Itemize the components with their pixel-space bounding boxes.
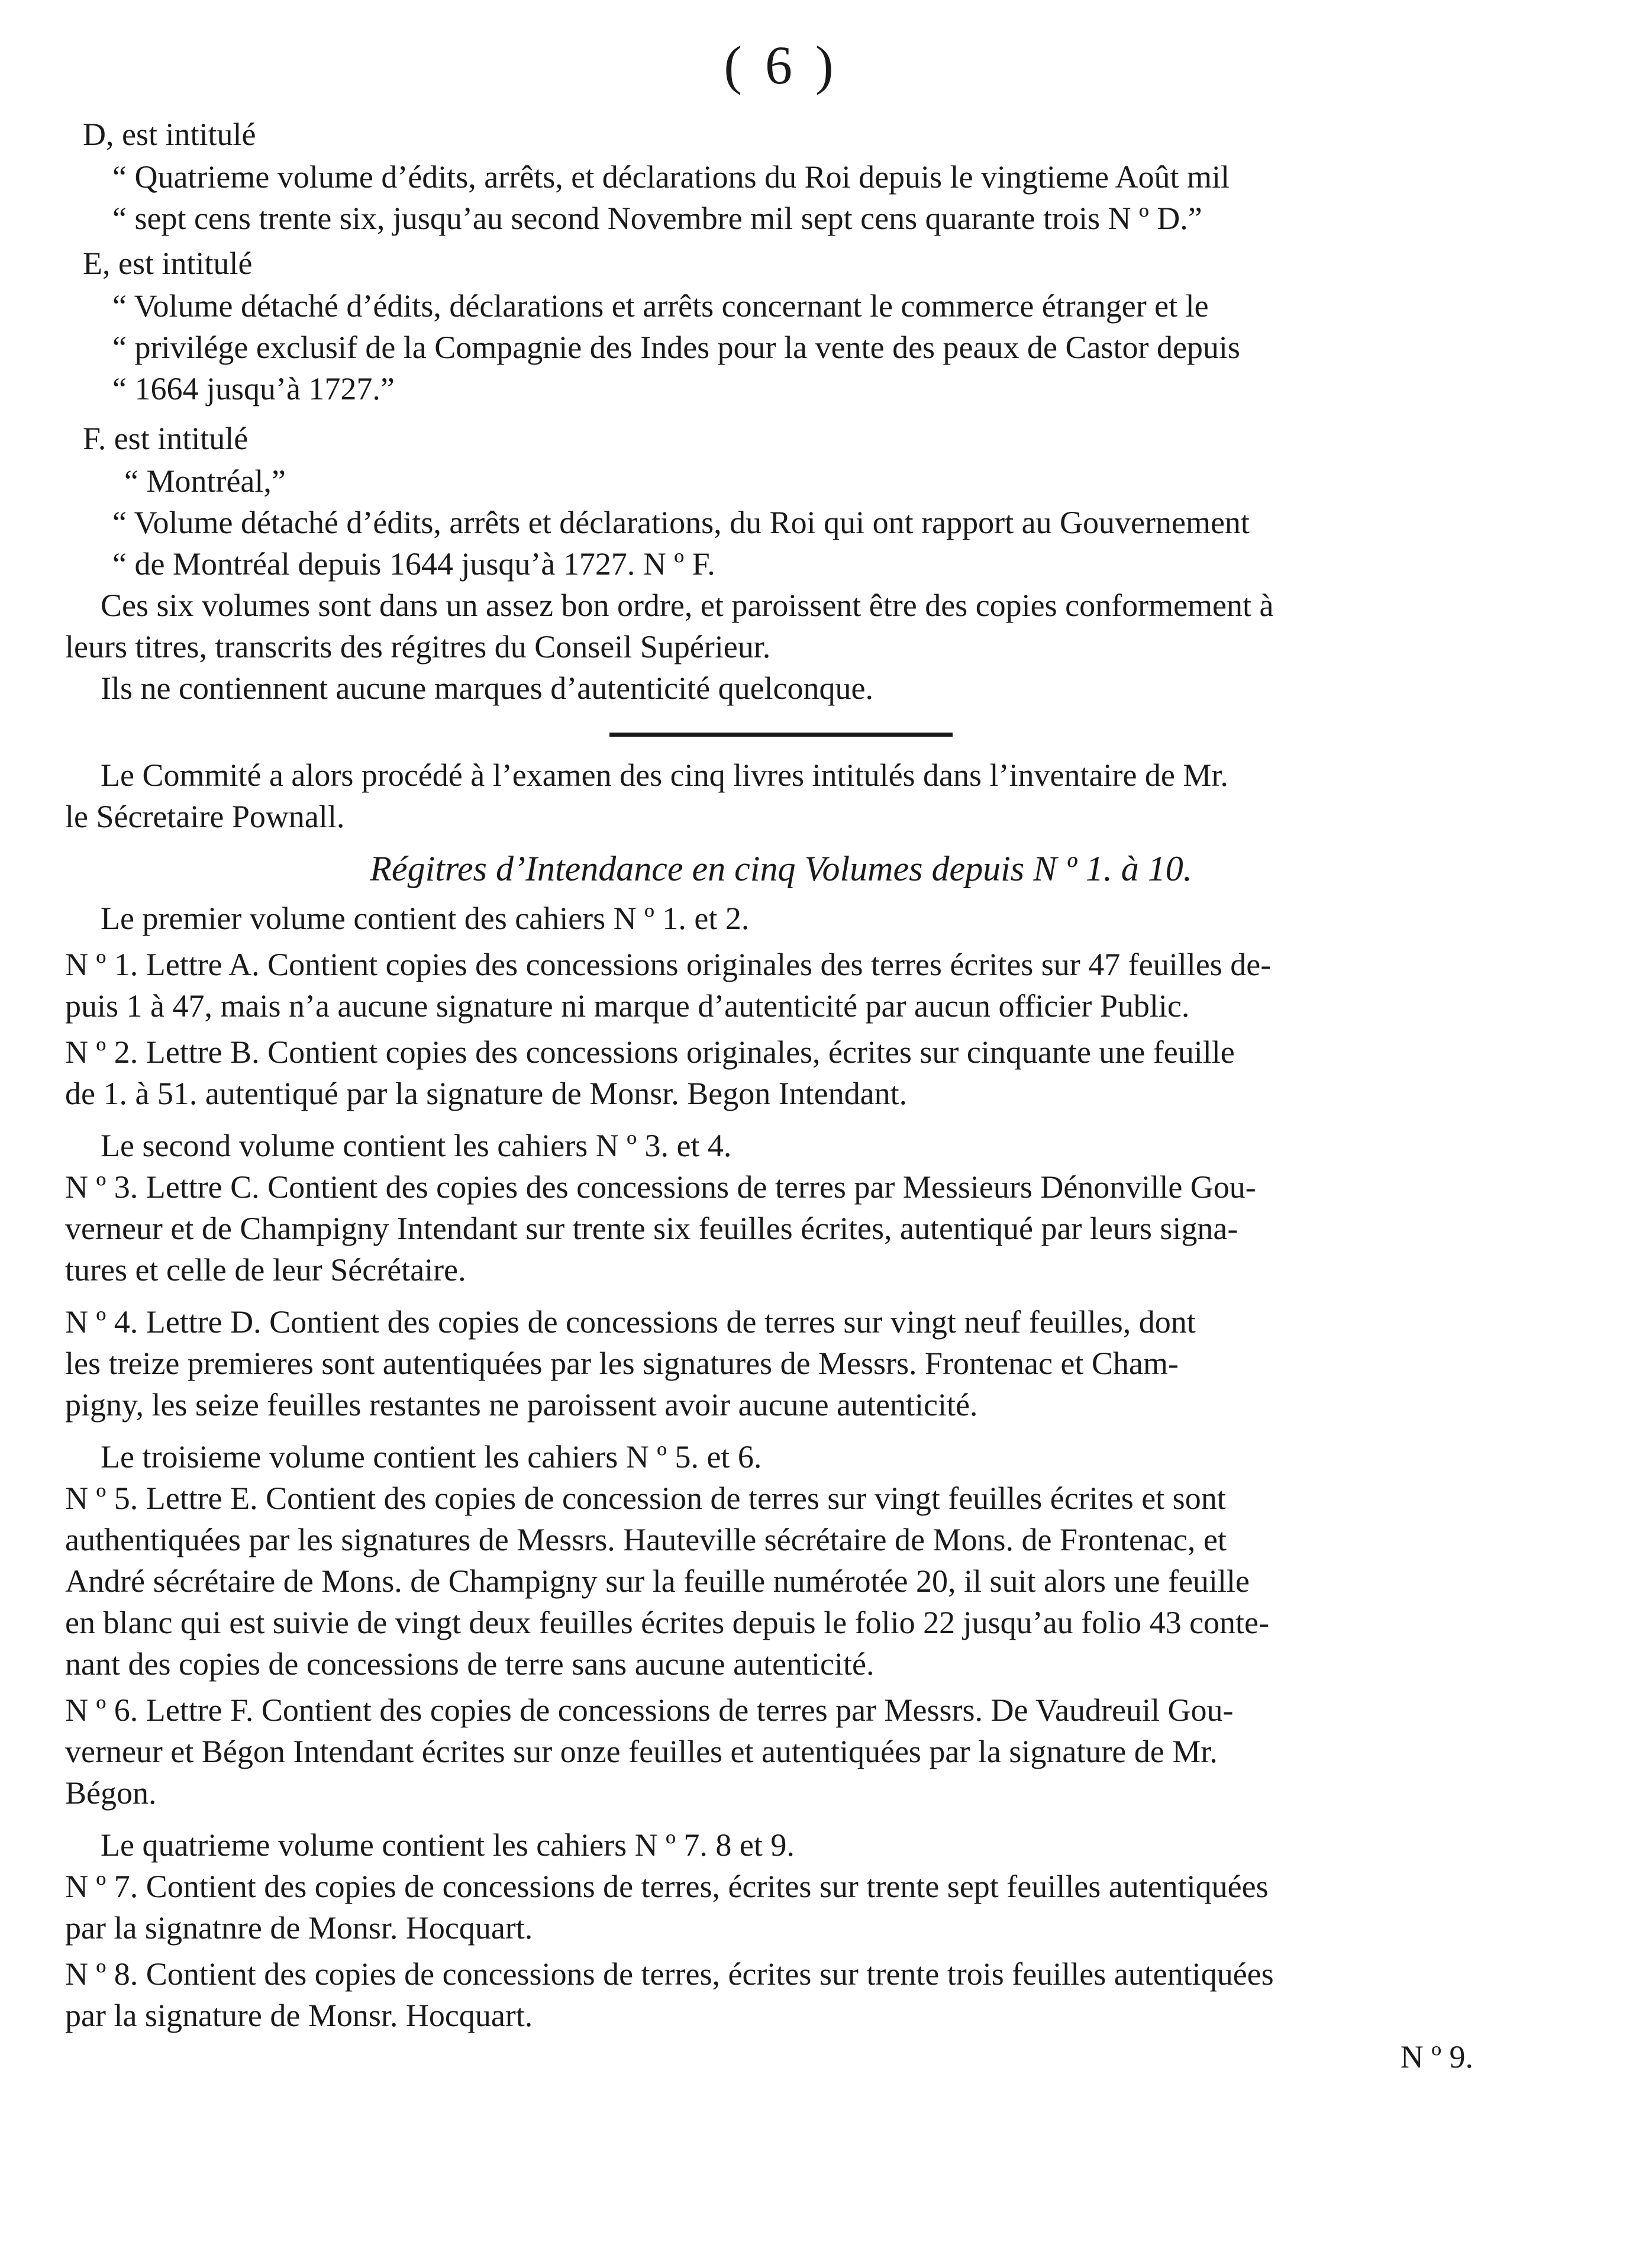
section-f-quote-line: “ de Montréal depuis 1644 jusqu’à 1727. N º F. — [112, 546, 715, 582]
committee-line: le Sécretaire Pownall. — [65, 799, 345, 834]
entry-line: N º 8. Contient des copies de concessions de terres, écrites sur trente trois feuilles autentiquées — [65, 1956, 1274, 1992]
committee-line: Le Commité a alors procédé à l’examen des cinq livres intitulés dans l’inventaire de Mr. — [101, 757, 1228, 793]
summary-line: Ces six volumes sont dans un assez bon ordre, et paroissent être des copies conformement à — [101, 588, 1274, 623]
entry-line: par la signatnre de Monsr. Hocquart. — [65, 1910, 533, 1946]
section-f-quote-line: “ Montréal,” — [124, 463, 286, 499]
entry-line: N º 4. Lettre D. Contient des copies de concessions de terres sur vingt neuf feuilles, dont — [65, 1304, 1196, 1340]
section-d-quote-line: “ Quatrieme volume d’édits, arrêts, et déclarations du Roi depuis le vingtieme Août mil — [112, 159, 1230, 195]
section-e-quote-line: “ 1664 jusqu’à 1727.” — [112, 371, 395, 407]
volume-intro: Le second volume contient les cahiers N º 3. et 4. — [101, 1128, 732, 1163]
entry-line: André sécrétaire de Mons. de Champigny sur la feuille numérotée 20, il suit alors une feuille — [65, 1563, 1250, 1599]
entry-line: N º 1. Lettre A. Contient copies des concessions originales des terres écrites sur 47 feuilles de- — [65, 947, 1272, 982]
entry-line: puis 1 à 47, mais n’a aucune signature ni marque d’autenticité par aucun officier Public. — [65, 988, 1190, 1024]
section-divider — [609, 733, 953, 737]
section-heading: Régitres d’Intendance en cinq Volumes depuis N º 1. à 10. — [370, 849, 1192, 888]
section-e-quote-line: “ privilége exclusif de la Compagnie des Indes pour la vente des peaux de Castor depuis — [112, 330, 1240, 365]
volume-intro: Le troisieme volume contient les cahiers N º 5. et 6. — [101, 1439, 762, 1475]
entry-line: tures et celle de leur Sécrétaire. — [65, 1252, 466, 1288]
entry-line: en blanc qui est suivie de vingt deux feuilles écrites depuis le folio 22 jusqu’au folio 43 conte- — [65, 1605, 1269, 1640]
summary-line: Ils ne contiennent aucune marques d’autenticité quelconque. — [101, 670, 873, 706]
entry-line: N º 7. Contient des copies de concessions de terres, écrites sur trente sept feuilles autentiquées — [65, 1869, 1269, 1904]
section-f-label: F. est intitulé — [83, 421, 249, 456]
entry-line: par la signature de Monsr. Hocquart. — [65, 1998, 533, 2033]
volume-intro: Le premier volume contient des cahiers N º 1. et 2. — [101, 901, 750, 936]
entry-line: authentiquées par les signatures de Messrs. Hauteville sécrétaire de Mons. de Frontenac, et — [65, 1522, 1227, 1557]
section-e-label: E, est intitulé — [83, 246, 253, 281]
entry-line: verneur et Bégon Intendant écrites sur onze feuilles et autentiquées par la signature de Mr. — [65, 1734, 1218, 1769]
section-d-label: D, est intitulé — [83, 117, 256, 152]
entry-line: N º 6. Lettre F. Contient des copies de concessions de terres par Messrs. De Vaudreuil Gou- — [65, 1692, 1234, 1728]
entry-line: Bégon. — [65, 1775, 157, 1811]
section-f-quote-line: “ Volume détaché d’édits, arrêts et déclarations, du Roi qui ont rapport au Gouvernement — [112, 505, 1250, 540]
entry-line: N º 3. Lettre C. Contient des copies des concessions de terres par Messieurs Dénonville Gou- — [65, 1169, 1256, 1205]
section-e-quote-line: “ Volume détaché d’édits, déclarations et arrêts concernant le commerce étranger et le — [112, 288, 1209, 324]
catchword: N º 9. — [1400, 2039, 1473, 2075]
document-page — [65, 24, 1497, 2213]
page-number: ( 6 ) — [724, 35, 838, 95]
entry-line: pigny, les seize feuilles restantes ne paroissent avoir aucune autenticité. — [65, 1387, 978, 1423]
entry-line: les treize premieres sont autentiquées par les signatures de Messrs. Frontenac et Cham- — [65, 1346, 1179, 1381]
entry-line: nant des copies de concessions de terre sans aucune autenticité. — [65, 1646, 875, 1682]
entry-line: N º 2. Lettre B. Contient copies des concessions originales, écrites sur cinquante une feuille — [65, 1034, 1235, 1070]
summary-line: leurs titres, transcrits des régitres du Conseil Supérieur. — [65, 629, 771, 665]
volume-intro: Le quatrieme volume contient les cahiers N º 7. 8 et 9. — [101, 1827, 795, 1863]
entry-line: N º 5. Lettre E. Contient des copies de concession de terres sur vingt feuilles écrites et sont — [65, 1481, 1226, 1516]
entry-line: verneur et de Champigny Intendant sur trente six feuilles écrites, autentiqué par leurs signa- — [65, 1211, 1238, 1246]
entry-line: de 1. à 51. autentiqué par la signature de Monsr. Begon Intendant. — [65, 1076, 908, 1111]
section-d-quote-line: “ sept cens trente six, jusqu’au second Novembre mil sept cens quarante trois N º D.” — [112, 201, 1202, 236]
